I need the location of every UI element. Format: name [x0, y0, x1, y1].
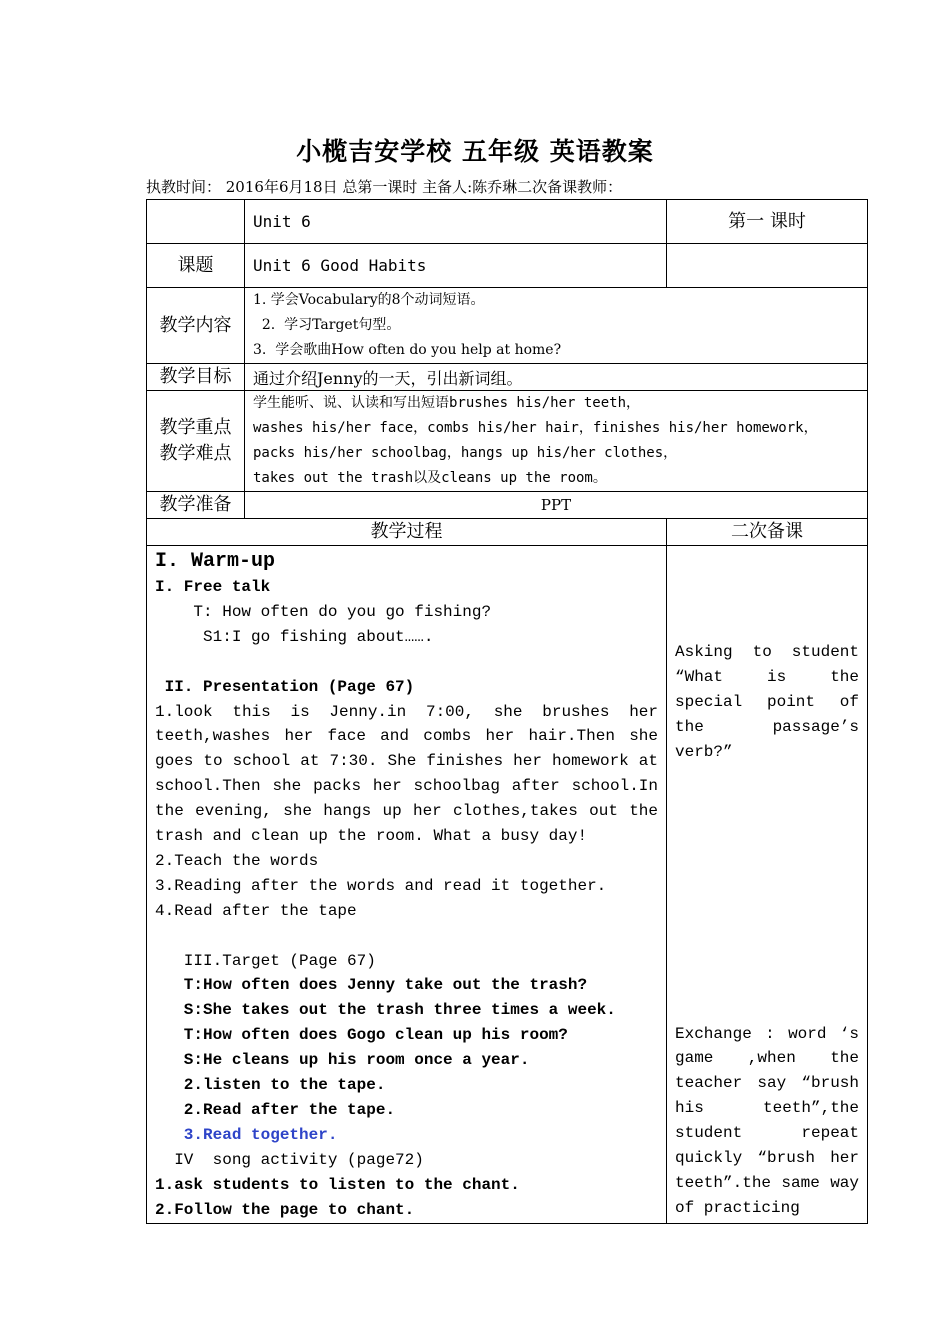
notes-cell — [667, 546, 868, 1224]
step-line: 3.Reading after the words and read it together. — [155, 876, 607, 895]
process-header: 教学过程 — [147, 519, 667, 546]
topic-value: Unit 6 Good Habits — [245, 244, 667, 288]
key-points — [245, 391, 868, 492]
content-label: 教学内容 — [147, 288, 245, 364]
unit-cell: Unit 6 — [245, 200, 667, 244]
topic-extra-cell — [667, 244, 868, 288]
presentation-paragraph: 1.look this is Jenny.in 7:00, she brushes her teeth,washes her face and combs her hair.Then she goes to school at 7:30. She finishes her homework at school.Then she packs her schoolbag after school.In the evening, she hangs up her clothes,takes out the trash and clean up the room. What a busy day! — [155, 702, 658, 846]
lesson-meta: 执教时间： 2016年6月18日 总第一课时 主备人:陈乔琳二次备课教师： — [146, 178, 623, 196]
dialog-line: T: How often do you go fishing? — [155, 602, 492, 621]
target-line: T:How often does Jenny take out the trash? — [155, 976, 588, 995]
key-label-focus: 教学重点 — [159, 417, 232, 438]
step-line: 2.Teach the words — [155, 851, 319, 870]
page-title: 小榄吉安学校 五年级 英语教案 — [296, 137, 654, 166]
target-line: 2.Read after the tape. — [155, 1101, 396, 1119]
song-line: 1.ask students to listen to the chant. — [155, 1175, 520, 1194]
lesson-number-cell: 第一 课时 — [667, 200, 868, 244]
free-talk-heading: I. Free talk — [155, 578, 271, 596]
spacer — [155, 924, 658, 949]
key-line: 学生能听、说、认读和写出短语brushes his/her teeth， — [253, 395, 641, 411]
content-item: 3. 学会歌曲How often do you help at home? — [253, 342, 562, 358]
content-item: 2. 学习Target句型。 — [253, 317, 401, 333]
topic-row — [147, 244, 868, 288]
prep-row — [147, 492, 868, 519]
spacer — [675, 765, 859, 1022]
song-heading: IV song activity (page72) — [155, 1150, 424, 1169]
note-exchange: Exchange : word ‘s game ,when the teacher say “brush his teeth”,the student repeat quickly “brush her teeth”.the same way of practicing — [675, 1024, 859, 1217]
goal-value: 通过介绍Jenny的一天，引出新词组。 — [245, 364, 868, 391]
notes-header: 二次备课 — [667, 519, 868, 546]
key-label — [147, 391, 245, 492]
presentation-heading: II. Presentation (Page 67) — [155, 677, 415, 696]
key-line: packs his/her schoolbag，hangs up his/her clothes， — [253, 445, 678, 461]
target-heading: III.Target (Page 67) — [155, 951, 376, 970]
goal-row — [147, 364, 868, 391]
key-row — [147, 391, 868, 492]
key-line: washes his/her face，combs his/her hair，finishes his/her homework， — [253, 420, 818, 436]
target-line: S:He cleans up his room once a year. — [155, 1051, 530, 1070]
lesson-plan-table — [146, 199, 868, 1224]
note-asking: Asking to student “What is the special point of the passage’s verb?” — [675, 643, 859, 761]
song-line: 2.Follow the page to chant. — [155, 1200, 415, 1219]
warmup-heading: I. Warm-up — [155, 550, 276, 573]
key-label-difficulty: 教学难点 — [159, 443, 232, 464]
step-line: 4.Read after the tape — [155, 901, 357, 920]
process-header-row — [147, 519, 868, 546]
content-items — [245, 288, 868, 364]
target-line-highlight: 3.Read together. — [155, 1125, 338, 1144]
content-item: 1. 学会Vocabulary的8个动词短语。 — [253, 292, 485, 308]
goal-label: 教学目标 — [147, 364, 245, 391]
target-line: T:How often does Gogo clean up his room? — [155, 1026, 568, 1045]
key-line: takes out the trash以及cleans up the room。 — [253, 470, 607, 486]
spacer — [155, 650, 658, 675]
content-row — [147, 288, 868, 364]
unit-label-cell — [147, 200, 245, 244]
target-line: 2.listen to the tape. — [155, 1076, 386, 1095]
target-line: S:She takes out the trash three times a week. — [155, 1001, 616, 1020]
unit-row — [147, 200, 868, 244]
process-row — [147, 546, 868, 1224]
prep-label: 教学准备 — [147, 492, 245, 519]
spacer — [675, 546, 859, 640]
topic-label: 课题 — [147, 244, 245, 288]
prep-value: PPT — [245, 492, 868, 519]
process-cell — [147, 546, 667, 1224]
dialog-line: S1:I go fishing about……. — [155, 627, 434, 646]
